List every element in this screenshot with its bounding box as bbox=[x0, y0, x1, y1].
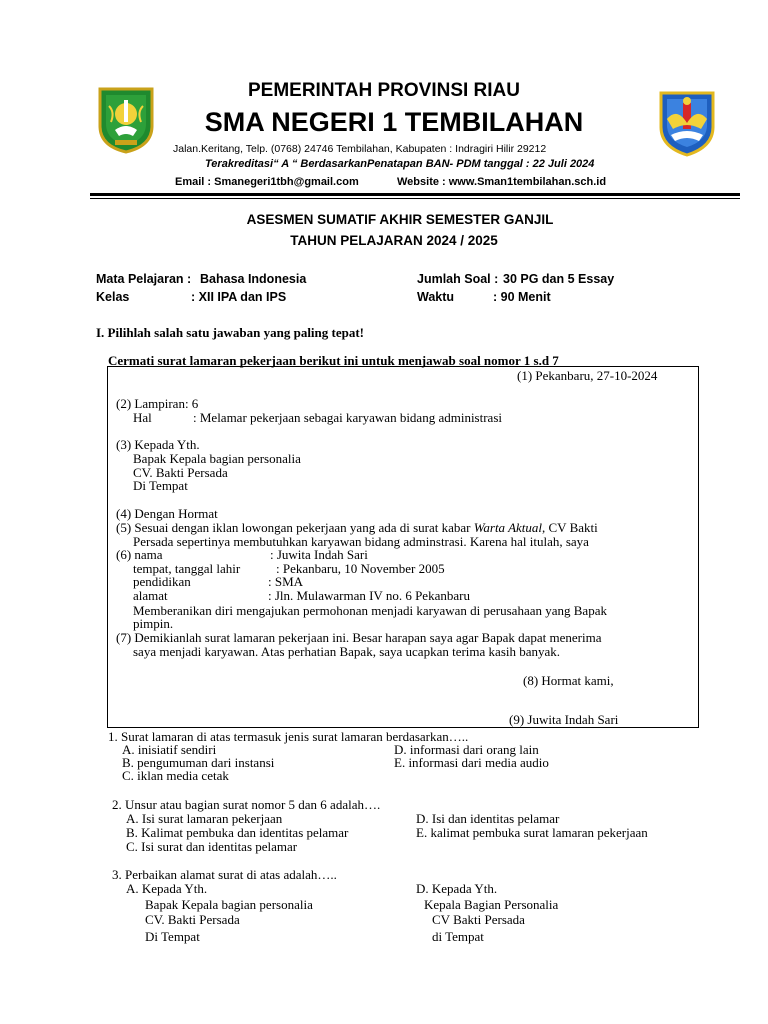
time-value: : 90 Menit bbox=[493, 290, 551, 304]
time-label: Waktu bbox=[417, 290, 455, 304]
newspaper-name: Warta Aktual bbox=[473, 520, 543, 535]
school-address: Jalan.Keritang, Telp. (0768) 24746 Tembilahan, Kabupaten : Indragiri Hilir 29212 bbox=[173, 143, 547, 155]
question-2-option-a: A. Isi surat lamaran pekerjaan bbox=[126, 811, 283, 826]
section-heading: I. Pilihlah salah satu jawaban yang paling tepat! bbox=[96, 325, 365, 340]
letter-birth-value: : Pekanbaru, 10 November 2005 bbox=[276, 561, 445, 576]
letter-salutation: (4) Dengan Hormat bbox=[116, 506, 218, 521]
question-3-option-d: D. Kepada Yth. bbox=[416, 881, 498, 896]
question-1-option-d: D. informasi dari orang lain bbox=[394, 742, 539, 757]
question-count-value: 30 PG dan 5 Essay bbox=[503, 272, 615, 286]
question-3-stem: 3. Perbaikan alamat surat di atas adalah….. bbox=[112, 867, 337, 882]
letter-name-value: : Juwita Indah Sari bbox=[270, 547, 368, 562]
question-3-option-d-line-1: Kepala Bagian Personalia bbox=[424, 897, 559, 912]
class-label: Kelas bbox=[96, 290, 130, 304]
question-1-option-a: A. inisiatif sendiri bbox=[122, 742, 217, 757]
question-1-option-b: B. pengumuman dari instansi bbox=[122, 755, 275, 770]
letter-address-label: alamat bbox=[133, 588, 168, 603]
question-2-stem: 2. Unsur atau bagian surat nomor 5 dan 6 adalah…. bbox=[112, 797, 381, 812]
letter-address-value: : Jln. Mulawarman IV no. 6 Pekanbaru bbox=[268, 588, 470, 603]
question-1-option-e: E. informasi dari media audio bbox=[394, 755, 549, 770]
question-1-stem: 1. Surat lamaran di atas termasuk jenis surat lamaran berdasarkan….. bbox=[108, 729, 469, 744]
header-divider-thick bbox=[90, 193, 740, 196]
letter-paragraph-7-line-2: saya menjadi karyawan. Atas perhatian Bapak, saya ucapkan terima kasih banyak. bbox=[133, 644, 561, 659]
letter-date: (1) Pekanbaru, 27-10-2024 bbox=[517, 368, 658, 383]
email-line: Email : Smanegeri1tbh@gmail.com bbox=[175, 176, 359, 188]
letter-paragraph-5: (5) Sesuai dengan iklan lowongan pekerjaan yang ada di surat kabar Warta Aktual, CV Bakti bbox=[116, 520, 598, 535]
letter-kepada-line-2: CV. Bakti Persada bbox=[133, 465, 228, 480]
accreditation-line: Terakreditasi“ A “ BerdasarkanPenatapan BAN- PDM tanggal : 22 Juli 2024 bbox=[205, 158, 595, 170]
website-line: Website : www.Sman1tembilahan.sch.id bbox=[397, 176, 607, 188]
question-3-option-a-line-3: Di Tempat bbox=[145, 929, 200, 944]
letter-hal-value: : Melamar pekerjaan sebagai karyawan bidang administrasi bbox=[193, 410, 502, 425]
letter-kepada-line-1: Bapak Kepala bagian personalia bbox=[133, 451, 301, 466]
question-3-option-a-line-1: Bapak Kepala bagian personalia bbox=[145, 897, 313, 912]
exam-title: ASESMEN SUMATIF AKHIR SEMESTER GANJIL bbox=[246, 212, 554, 227]
school-name: SMA NEGERI 1 TEMBILAHAN bbox=[204, 107, 584, 137]
section-instruction: Cermati surat lamaran pekerjaan berikut ini untuk menjawab soal nomor 1 s.d 7 bbox=[108, 353, 559, 368]
question-3-option-d-line-2: CV Bakti Persada bbox=[432, 912, 525, 927]
question-count-label: Jumlah Soal : bbox=[417, 272, 499, 286]
question-3-option-d-line-3: di Tempat bbox=[432, 929, 484, 944]
letter-paragraph-6-line-2: pimpin. bbox=[133, 616, 174, 631]
question-2-option-b: B. Kalimat pembuka dan identitas pelamar bbox=[126, 825, 349, 840]
question-2-option-c: C. Isi surat dan identitas pelamar bbox=[126, 839, 298, 854]
letter-education-label: pendidikan bbox=[133, 574, 191, 589]
question-3-option-a-line-2: CV. Bakti Persada bbox=[145, 912, 240, 927]
letter-birth-label: tempat, tanggal lahir bbox=[133, 561, 241, 576]
subject-value: Bahasa Indonesia bbox=[200, 272, 307, 286]
letter-paragraph-6-line-1: Memberanikan diri mengajukan permohonan menjadi karyawan di perusahaan yang Bapak bbox=[133, 603, 607, 618]
question-2-option-e: E. kalimat pembuka surat lamaran pekerjaan bbox=[416, 825, 648, 840]
letter-hal-label: Hal bbox=[133, 410, 152, 425]
letter-kepada: (3) Kepada Yth. bbox=[116, 437, 200, 452]
question-1-option-c: C. iklan media cetak bbox=[122, 768, 229, 783]
letter-closing: (8) Hormat kami, bbox=[523, 673, 614, 688]
letter-paragraph-7-line-1: (7) Demikianlah surat lamaran pekerjaan ini. Besar harapan saya agar Bapak dapat menerima bbox=[116, 630, 602, 645]
letter-name-label: (6) nama bbox=[116, 547, 163, 562]
letter-lampiran: (2) Lampiran: 6 bbox=[116, 396, 199, 411]
question-3-option-a: A. Kepada Yth. bbox=[126, 881, 208, 896]
province-title: PEMERINTAH PROVINSI RIAU bbox=[247, 80, 520, 101]
letter-kepada-line-3: Di Tempat bbox=[133, 478, 188, 493]
letter-signature: (9) Juwita Indah Sari bbox=[509, 712, 619, 727]
header-divider-thin bbox=[90, 198, 740, 199]
letter-paragraph-5-line-2: Persada sepertinya membutuhkan karyawan bidang adminstrasi. Karena hal itulah, saya bbox=[133, 534, 589, 549]
question-2-option-d: D. Isi dan identitas pelamar bbox=[416, 811, 560, 826]
exam-year: TAHUN PELAJARAN 2024 / 2025 bbox=[290, 233, 498, 248]
class-value: : XII IPA dan IPS bbox=[191, 290, 287, 304]
letter-education-value: : SMA bbox=[268, 574, 304, 589]
subject-label: Mata Pelajaran : bbox=[96, 272, 192, 286]
